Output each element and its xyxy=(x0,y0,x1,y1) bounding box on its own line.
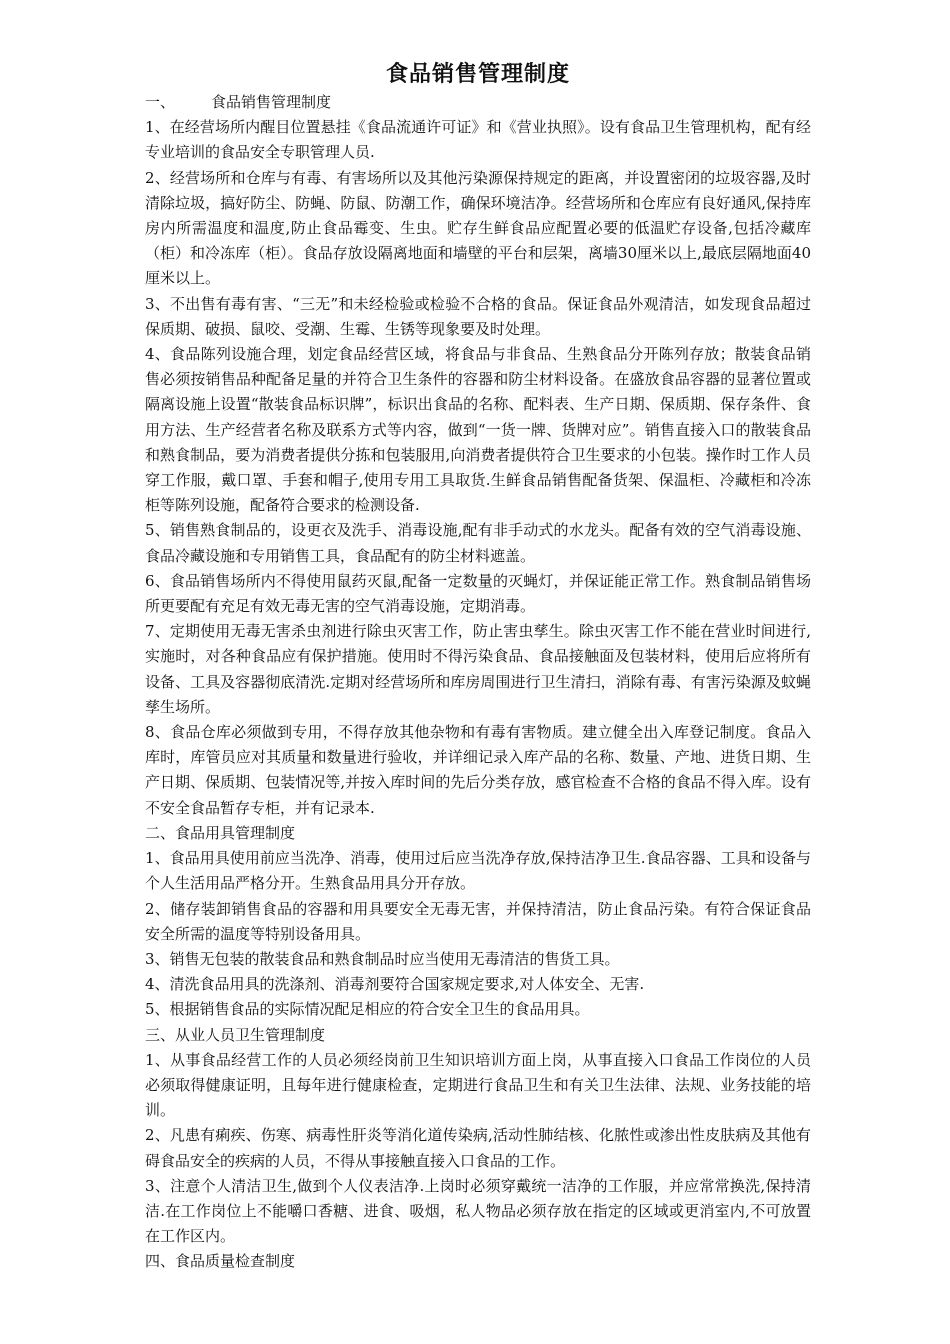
paragraph: 4、清洗食品用具的洗涤剂、消毒剂要符合国家规定要求,对人体安全、无害. xyxy=(145,975,645,994)
paragraph: 1、从事食品经营工作的人员必须经岗前卫生知识培训方面上岗，从事直接入口食品工作岗位的人员必须取得健康证明，且每年进行健康检查，定期进行食品卫生和有关卫生法律、法规、业务技能的培训。 xyxy=(145,1050,811,1120)
paragraph: 2、凡患有痢疾、伤寒、病毒性肝炎等消化道传染病,活动性肺结核、化脓性或渗出性皮肤病及其他有碍食品安全的疾病的人员，不得从事接触直接入口食品的工作。 xyxy=(145,1126,811,1170)
document-title: 食品销售管理制度 xyxy=(385,62,570,87)
paragraph: 3、注意个人清洁卫生,做到个人仪表洁净.上岗时必须穿戴统一洁净的工作服，并应常常换洗,保持清洁.在工作岗位上不能嚼口香糖、进食、吸烟，私人物品必须存放在指定的区域或更消室内,不可放置在工作区内。 xyxy=(145,1176,811,1246)
section-number: 一、 xyxy=(145,93,176,111)
paragraph: 1、在经营场所内醒目位置悬挂《食品流通许可证》和《营业执照》。设有食品卫生管理机构，配有经专业培训的食品安全专职管理人员. xyxy=(145,118,811,162)
paragraph: 6、食品销售场所内不得使用鼠药灭鼠,配备一定数量的灭蝇灯，并保证能正常工作。熟食制品销售场所更要配有充足有效无毒无害的空气消毒设施，定期消毒。 xyxy=(145,571,811,616)
paragraph: 3、销售无包装的散装食品和熟食制品时应当使用无毒清洁的售货工具。 xyxy=(145,949,620,968)
paragraph: 5、销售熟食制品的，设更衣及洗手、消毒设施,配有非手动式的水龙头。配备有效的空气消毒设施、食品冷藏设施和专用销售工具，食品配有的防尘材料遮盖。 xyxy=(145,521,811,565)
paragraph: 1、食品用具使用前应当洗净、消毒，使用过后应当洗净存放,保持洁净卫生.食品容器、工具和设备与个人生活用品严格分开。生熟食品用具分开存放。 xyxy=(145,849,811,893)
section-heading: 三、从业人员卫生管理制度 xyxy=(145,1025,326,1044)
paragraph: 2、经营场所和仓库与有毒、有害场所以及其他污染源保持规定的距离，并设置密闭的垃圾容器,及时清除垃圾，搞好防尘、防蝇、防鼠、防潮工作，确保环境洁净。经营场所和仓库应有良好通风,保持库房内所需温度和温度,防止食品霉变、生虫。贮存生鲜食品应配置必要的低温贮存设备,包括冷藏库（柜）和冷冻库（柜）。食品存放设隔离地面和墙壁的平台和层架，离墙30厘米以上,最底层隔地面40厘米以上。 xyxy=(145,168,811,288)
paragraph: 5、根据销售食品的实际情况配足相应的符合安全卫生的食品用具。 xyxy=(145,1000,590,1019)
paragraph: 7、定期使用无毒无害杀虫剂进行除虫灭害工作，防止害虫孳生。除虫灭害工作不能在营业时间进行,实施时，对各种食品应有保护措施。使用时不得污染食品、食品接触面及包装材料，使用后应将所有设备、工具及容器彻底清洗.定期对经营场所和库房周围进行卫生清扫，消除有毒、有害污染源及蚊蝇孳生场所。 xyxy=(145,622,811,716)
section-heading: 二、食品用具管理制度 xyxy=(145,823,296,842)
paragraph: 4、食品陈列设施合理，划定食品经营区域，将食品与非食品、生熟食品分开陈列存放；散装食品销售必须按销售品种配备足量的并符合卫生条件的容器和防尘材料设备。在盛放食品容器的显著位置或隔离设施上设置“散装食品标识牌”，标识出食品的名称、配料表、生产日期、保质期、保存条件、食用方法、生产经营者名称及联系方式等内容，做到“一货一牌、货牌对应”。销售直接入口的散装食品和熟食制品，要为消费者提供分拣和包装服用,向消费者提供符合卫生要求的小包装。操作时工作人员穿工作服，戴口罩、手套和帽子,使用专用工具取货.生鲜食品销售配备货架、保温柜、冷藏柜和冷冻柜等陈列设施，配备符合要求的检测设备. xyxy=(145,345,811,515)
section-title: 食品销售管理制度 xyxy=(211,93,332,111)
paragraph: 3、不出售有毒有害、“三无”和未经检验或检验不合格的食品。保证食品外观清洁，如发现食品超过保质期、破损、鼠咬、受潮、生霉、生锈等现象要及时处理。 xyxy=(145,294,811,338)
document-body xyxy=(145,90,811,1275)
section-heading xyxy=(145,90,811,115)
section-heading: 四、食品质量检查制度 xyxy=(145,1252,296,1271)
paragraph: 2、储存装卸销售食品的容器和用具要安全无毒无害，并保持清洁，防止食品污染。有符合保证食品安全所需的温度等特别设备用具。 xyxy=(145,899,811,943)
paragraph: 8、食品仓库必须做到专用，不得存放其他杂物和有毒有害物质。建立健全出入库登记制度。食品入库时，库管员应对其质量和数量进行验收，并详细记录入库产品的名称、数量、产地、进货日期、生产日期、保质期、包装情况等,并按入库时间的先后分类存放，感官检查不合格的食品不得入库。设有不安全食品暂存专柜，并有记录本. xyxy=(145,723,811,817)
document-page xyxy=(145,60,811,1275)
